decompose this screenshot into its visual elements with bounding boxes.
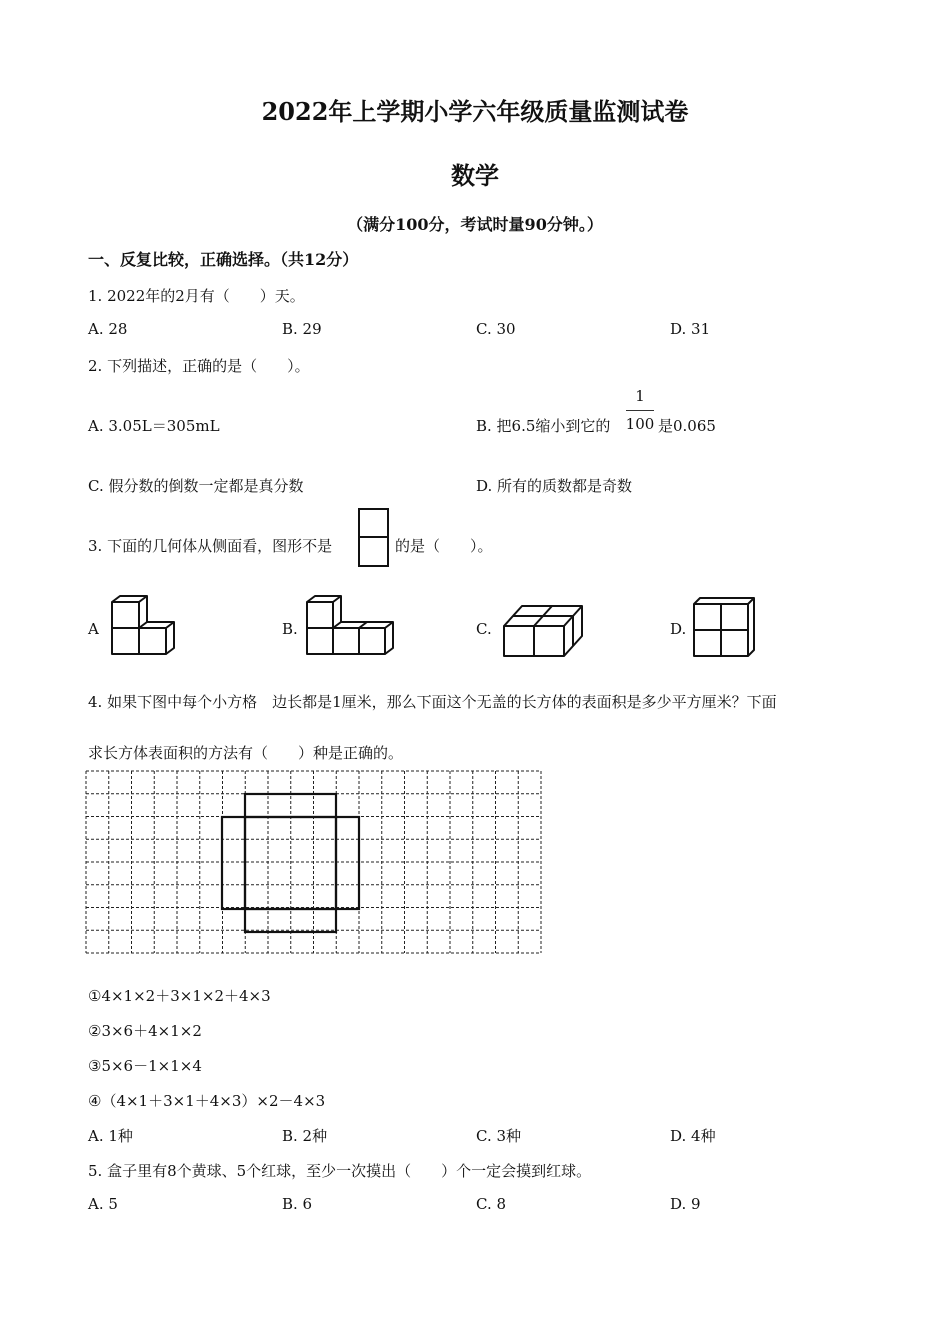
q2-option-c: C. 假分数的倒数一定都是真分数 [88,477,304,495]
q5-option-d: D. 9 [670,1195,701,1213]
q1-option-d: D. 31 [670,320,711,338]
method-4: ④（4×1＋3×1＋4×3）×2－4×3 [88,1092,326,1110]
question-4-stem-line2: 求长方体表面积的方法有（ ）种是正确的。 [88,744,404,762]
q3-option-c-label: C. [476,620,492,638]
q1-option-a: A. 28 [88,320,128,338]
q5-option-b: B. 6 [282,1195,313,1213]
q4-option-b: B. 2种 [282,1127,328,1145]
q3-option-b-label: B. [282,620,298,638]
q3-option-a-label: A [88,620,99,638]
q3-option-d-label: D. [670,620,687,638]
q4-option-a: A. 1种 [88,1127,133,1145]
question-3-stem-prefix: 3. 下面的几何体从侧面看，图形不是 [88,537,333,555]
fraction-denominator: 100 [625,415,655,433]
exam-note: （满分100分，考试时量90分钟。） [347,215,603,234]
q4-option-c: C. 3种 [476,1127,522,1145]
q5-option-a: A. 5 [88,1195,118,1213]
fraction-bar [626,410,654,411]
section-heading: 一、反复比较，正确选择。（共12分） [88,250,359,269]
q2-option-b-prefix: B. 把6.5缩小到它的 [476,417,611,435]
q3-option-a-figure [110,594,180,660]
q3-option-b-figure [305,594,397,660]
question-4-stem-line1: 4. 如果下图中每个小方格 边长都是1厘米，那么下面这个无盖的长方体的表面积是多少平方厘米？下面 [88,693,777,711]
question-5-stem: 5. 盒子里有8个黄球、5个红球，至少一次摸出（ ）个一定会摸到红球。 [88,1162,592,1180]
q2-option-b-suffix: 是0.065 [658,417,716,435]
q4-grid-net-figure [86,771,542,955]
q4-option-d: D. 4种 [670,1127,716,1145]
question-2-stem: 2. 下列描述，正确的是（ ）。 [88,357,310,375]
q2-option-a: A. 3.05L＝305mL [88,417,220,435]
q1-option-b: B. 29 [282,320,322,338]
method-1: ①4×1×2＋3×1×2＋4×3 [88,987,271,1005]
method-2: ②3×6＋4×1×2 [88,1022,202,1040]
subject-title: 数学 [451,161,499,190]
q3-side-view-figure [358,508,390,568]
q1-option-c: C. 30 [476,320,516,338]
question-3-stem-suffix: 的是（ ）。 [395,537,493,555]
q2-option-d: D. 所有的质数都是奇数 [476,477,633,495]
q3-option-d-figure [692,596,758,660]
method-3: ③5×6－1×1×4 [88,1057,202,1075]
fraction-numerator: 1 [635,387,645,405]
q5-option-c: C. 8 [476,1195,507,1213]
q3-option-c-figure [500,604,584,660]
question-1-stem: 1. 2022年的2月有（ ）天。 [88,287,305,305]
exam-title: 2022年上学期小学六年级质量监测试卷 [261,97,689,126]
